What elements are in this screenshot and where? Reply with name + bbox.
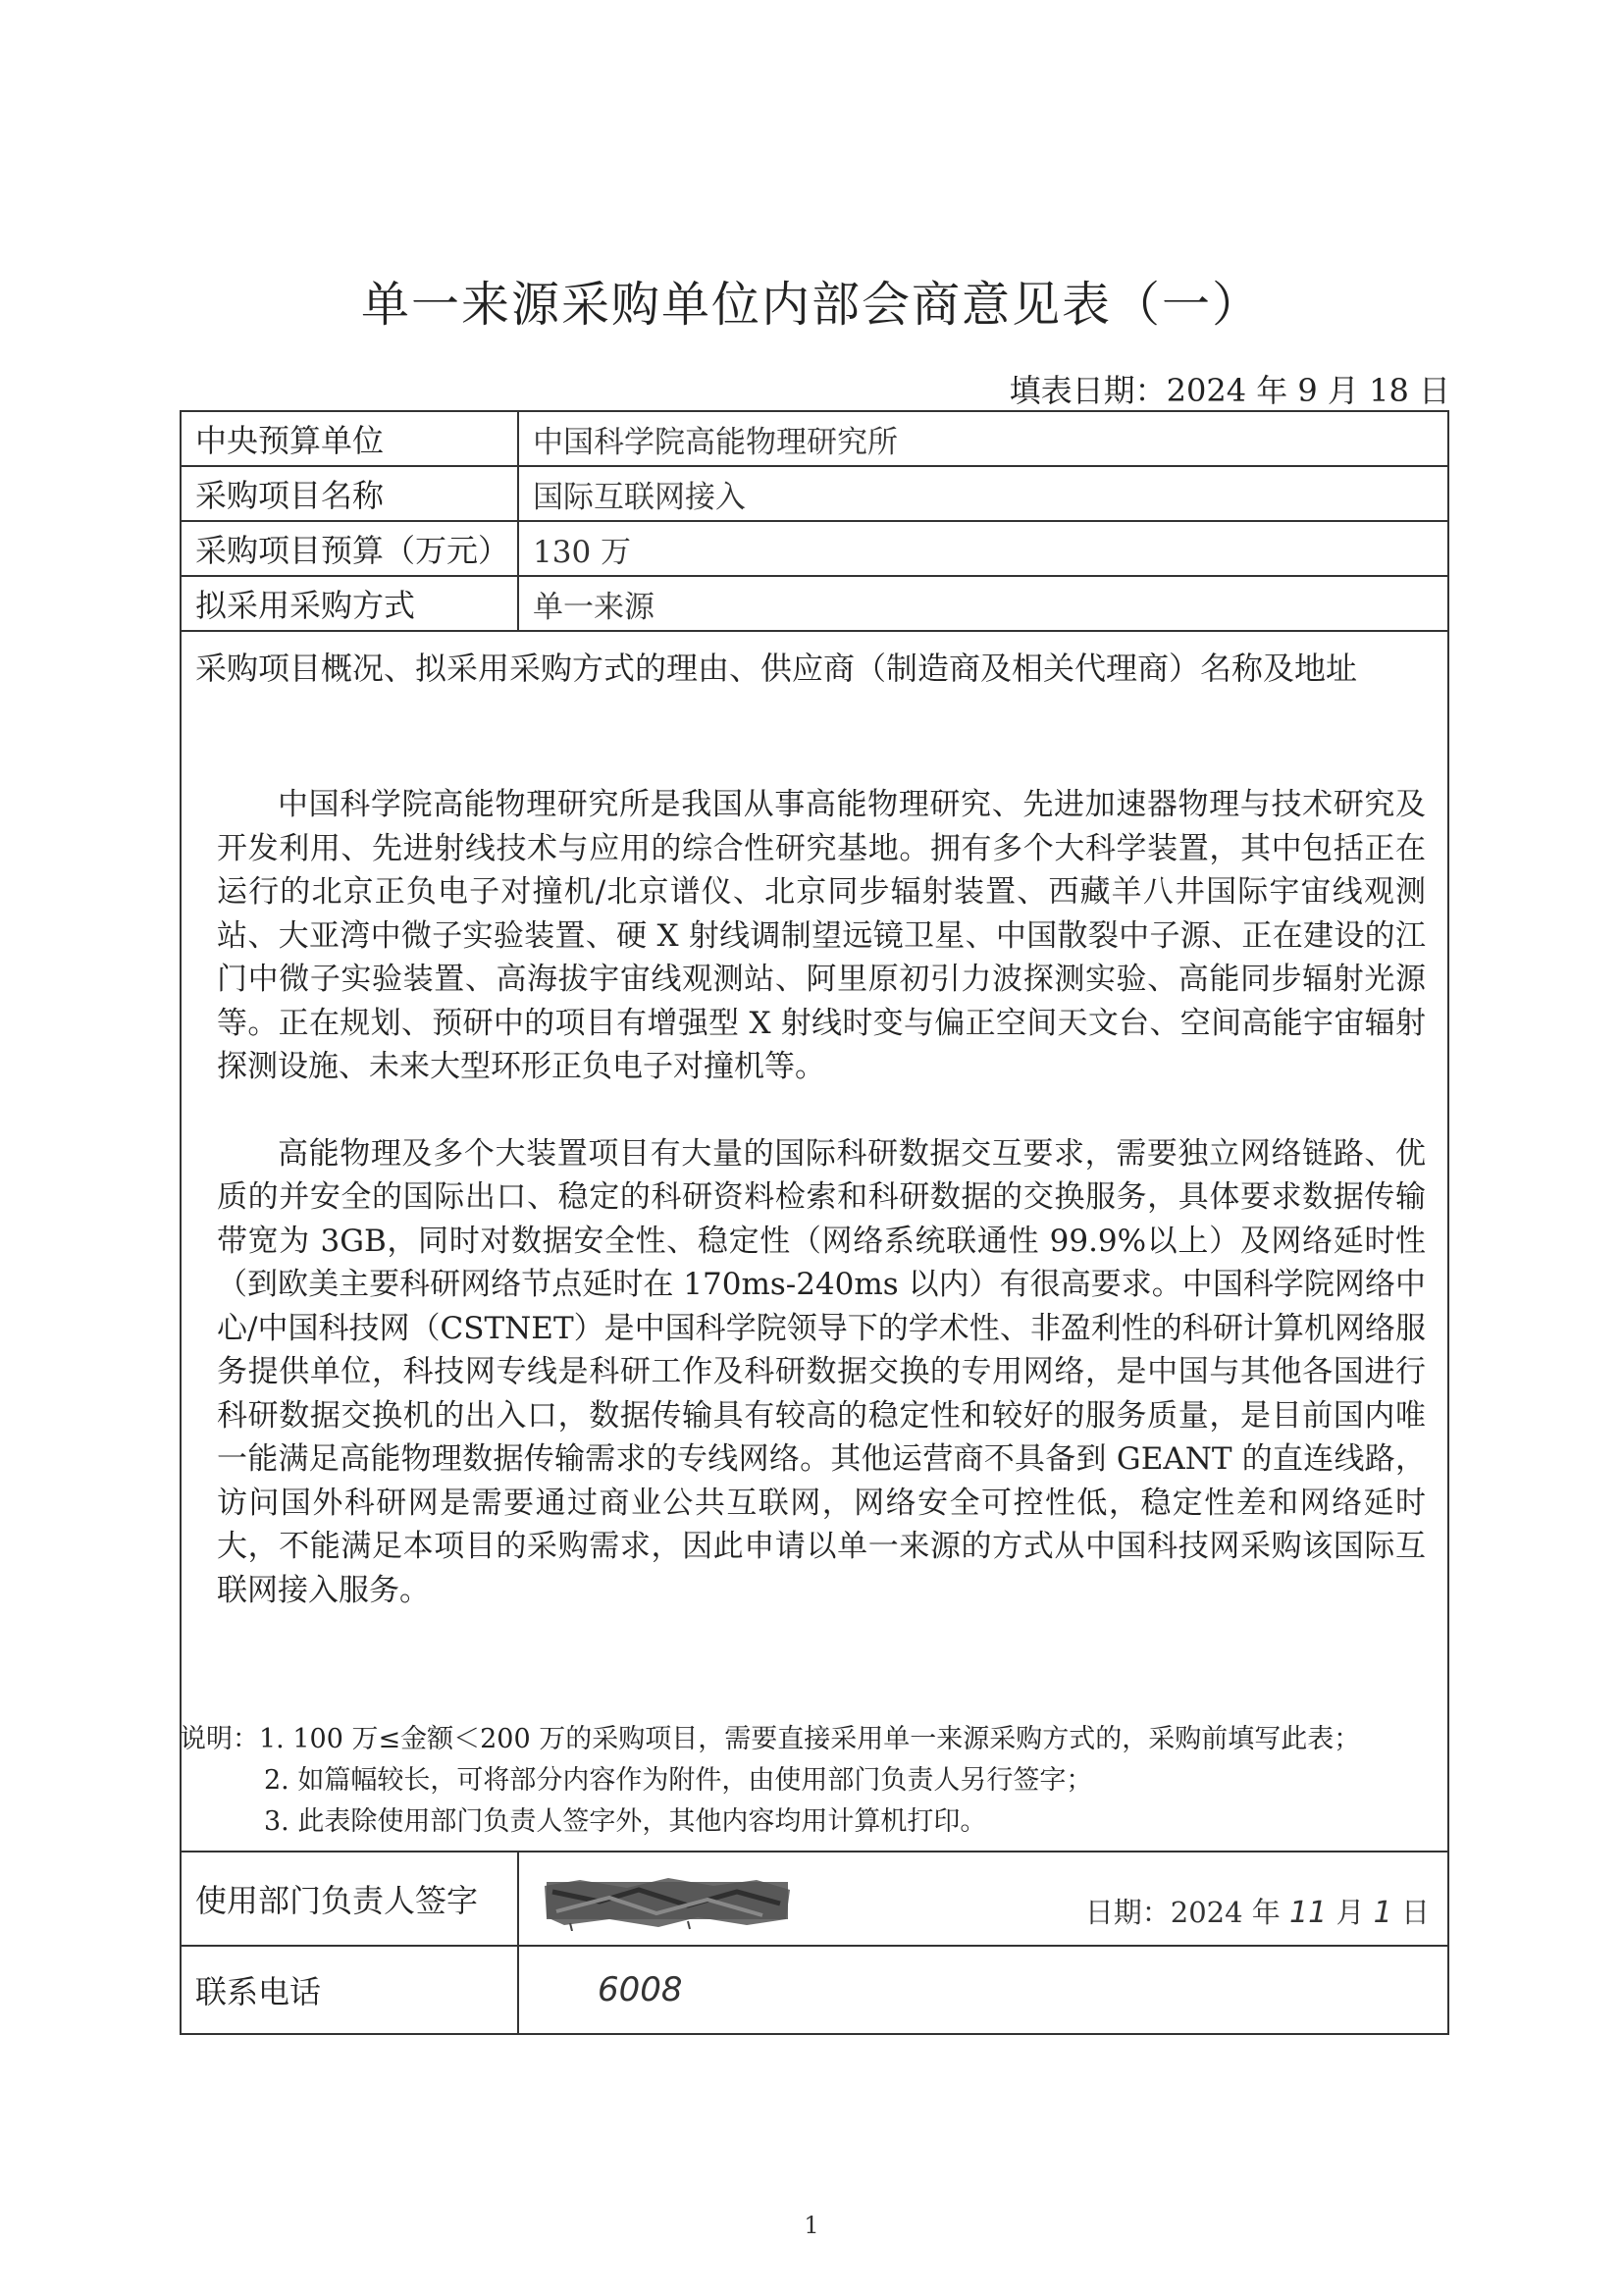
description-paragraph-2: 高能物理及多个大装置项目有大量的国际科研数据交互要求，需要独立网络链路、优质的并安全的国际出口、稳定的科研资料检索和科研数据的交换服务，具体要求数据传输带宽为 3GB，同时对数据安全性、稳定性（网络系统联通性 99.9%以上）及网络延时性（到欧美主要科研网络节点延时在 170ms-240ms 以内）有很高要求。中国科学院网络中心/中国科技网（CSTNET）是中国科学院领导下的学术性、非盈利性的科研计算机网络服务提供单位，科技网专线是科研工作及科研数据交换的专用网络，是中国与其他各国进行科研数据交换机的出入口，数据传输具有较高的稳定性和较好的服务质量，是目前国内唯一能满足高能物理数据传输需求的专线网络。其他运营商不具备到 GEANT 的直连线路，访问国外科研网是需要通过商业公共互联网，网络安全可控性低，稳定性差和网络延时大，不能满足本项目的采购需求，因此申请以单一来源的方式从中国科技网采购该国际互联网接入服务。 <box>217 1135 1426 1608</box>
description-heading: 采购项目概况、拟采用采购方式的理由、供应商（制造商及相关代理商）名称及地址 <box>181 631 1448 689</box>
signature-date-day: 1 <box>1373 1896 1392 1930</box>
project-budget-label: 采购项目预算（万元） <box>181 521 518 576</box>
note-3: 3. 此表除使用部门负责人签字外，其他内容均用计算机打印。 <box>264 1806 987 1837</box>
procurement-method-label: 拟采用采购方式 <box>181 576 518 631</box>
table-row <box>181 411 1448 466</box>
table-row <box>181 466 1448 521</box>
note-1: 说明：1. 100 万≤金额＜200 万的采购项目，需要直接采用单一来源采购方式的，采购前填写此表； <box>180 1724 1361 1754</box>
note-2: 2. 如篇幅较长，可将部分内容作为附件，由使用部门负责人另行签字； <box>264 1765 1093 1796</box>
phone-row <box>181 1946 1448 2034</box>
signature-label: 使用部门负责人签字 <box>181 1852 518 1946</box>
notes <box>180 1719 1360 1843</box>
description-body <box>181 689 1448 1852</box>
description-body-row <box>181 689 1448 1852</box>
description-paragraph-1: 中国科学院高能物理研究所是我国从事高能物理研究、先进加速器物理与技术研究及开发利用、先进射线技术与应用的综合性研究基地。拥有多个大科学装置，其中包括正在运行的北京正负电子对撞机/北京谱仪、北京同步辐射装置、西藏羊八井国际宇宙线观测站、大亚湾中微子实验装置、硬 X 射线调制望远镜卫星、中国散裂中子源、正在建设的江门中微子实验装置、高海拔宇宙线观测站、阿里原初引力波探测实验、高能同步辐射光源等。正在规划、预研中的项目有增强型 X 射线时变与偏正空间天文台、空间高能宇宙辐射探测设施、未来大型环形正负电子对撞机等。 <box>217 787 1426 1084</box>
description-heading-row <box>181 631 1448 689</box>
signature-date-month: 11 <box>1289 1896 1328 1930</box>
form-title: 单一来源采购单位内部会商意见表（一） <box>360 277 1262 333</box>
signature-date <box>1085 1891 1430 1931</box>
project-budget-value: 130 万 <box>518 521 1448 576</box>
signature-cell <box>518 1852 1448 1946</box>
table-row <box>181 576 1448 631</box>
redacted-signature-image <box>541 1872 794 1931</box>
signature-date-month-unit: 月 <box>1335 1896 1365 1929</box>
signature-row <box>181 1852 1448 1946</box>
budget-unit-value: 中国科学院高能物理研究所 <box>518 411 1448 466</box>
table-row <box>181 521 1448 576</box>
page-number: 1 <box>804 2212 819 2239</box>
project-name-value: 国际互联网接入 <box>518 466 1448 521</box>
procurement-method-value: 单一来源 <box>518 576 1448 631</box>
fill-date: 填表日期：2024 年 9 月 18 日 <box>1009 372 1450 409</box>
budget-unit-label: 中央预算单位 <box>181 411 518 466</box>
signature-date-prefix: 日期：2024 年 <box>1084 1896 1281 1929</box>
phone-value: 6008 <box>518 1946 1448 2034</box>
project-name-label: 采购项目名称 <box>181 466 518 521</box>
signature-date-day-unit: 日 <box>1400 1896 1430 1929</box>
phone-label: 联系电话 <box>181 1946 518 2034</box>
